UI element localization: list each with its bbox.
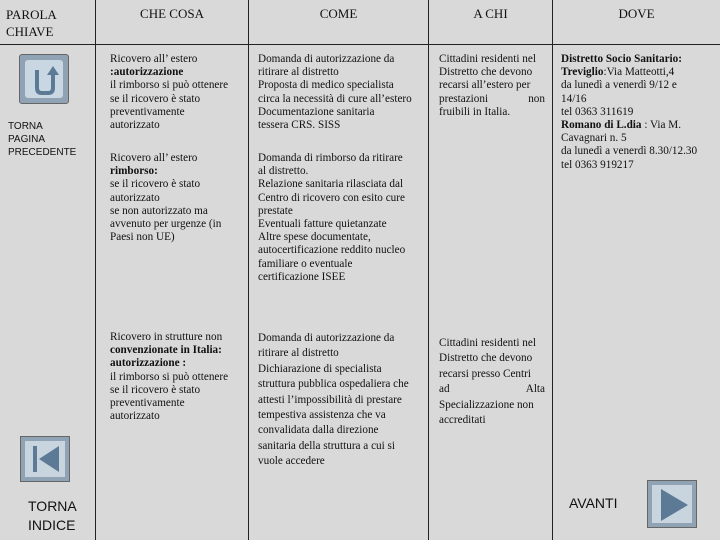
- text-line: tel 0363 919217: [561, 158, 634, 171]
- text-line: Relazione sanitaria rilasciata dal: [258, 178, 404, 191]
- row3-che-cosa: [110, 331, 248, 423]
- text-line: il rimborso si può ottenere: [110, 370, 229, 383]
- row1-a-chi: [439, 53, 545, 119]
- text-line: da lunedì a venerdì 9/12 e: [561, 79, 677, 92]
- text-line: Ricovero in strutture non: [110, 331, 223, 343]
- text-line: Distretto che devono: [439, 66, 533, 79]
- text-line: Eventuali fatture quietanzate: [258, 218, 387, 231]
- row2-che-cosa: [110, 152, 248, 244]
- text-line: Distretto che devono: [439, 352, 533, 365]
- row3-a-chi: [439, 336, 545, 428]
- index-button[interactable]: [20, 436, 70, 482]
- text-line: Cittadini residenti nel: [439, 337, 536, 349]
- back-button-label[interactable]: [8, 120, 76, 159]
- text-line: recarsi all’estero per: [439, 79, 531, 92]
- text-line: recarsi presso Centri: [439, 367, 531, 380]
- text-line: Distretto Socio Sanitario:: [561, 53, 682, 65]
- text-line: se il ricovero è stato: [110, 92, 201, 105]
- back-label-line: PRECEDENTE: [8, 147, 77, 158]
- column-divider: [552, 0, 553, 540]
- play-right-icon: [652, 485, 694, 525]
- text-line: autorizzato: [110, 191, 160, 204]
- text-line: Proposta di medico specialista: [258, 79, 394, 92]
- text-line: autorizzato: [110, 119, 160, 132]
- row3-come: [258, 331, 426, 470]
- next-button-face: [652, 485, 692, 523]
- first-page-icon: [25, 441, 65, 477]
- header-dove: DOVE: [618, 6, 655, 21]
- text-bold: Treviglio: [561, 66, 604, 79]
- header-a-chi: A CHI: [473, 6, 508, 21]
- text-line: Altre spese documentate,: [258, 231, 371, 244]
- text-line: fruibili in Italia.: [439, 105, 511, 118]
- header-divider: [0, 44, 720, 45]
- text-line: attesti l’impossibilità di prestare: [258, 393, 402, 406]
- text-line: ad Alta: [439, 383, 545, 396]
- text-line: se il ricovero è stato: [110, 178, 201, 191]
- next-button-label[interactable]: AVANTI: [569, 495, 618, 511]
- text-line: Cittadini residenti nel: [439, 53, 536, 65]
- text-line: Domanda di rimborso da ritirare: [258, 152, 403, 164]
- text-line: prestazioni non: [439, 92, 545, 105]
- text-line: Dichiarazione di specialista: [258, 362, 382, 375]
- text-line: autocertificazione reddito nucleo: [258, 244, 406, 257]
- row1-che-cosa: [110, 53, 248, 132]
- text-line: :autorizzazione: [110, 66, 184, 79]
- back-label-line: PAGINA: [8, 134, 46, 145]
- text-line: [561, 119, 717, 132]
- column-divider: [95, 0, 96, 540]
- dove-details: [561, 53, 717, 172]
- text-line: sanitaria della struttura a cui si: [258, 439, 395, 452]
- text-line: rimborso:: [110, 165, 158, 178]
- text-line: il rimborso si può ottenere: [110, 79, 229, 92]
- text-line: se non autorizzato ma: [110, 204, 208, 217]
- text-line: Ricovero all’ estero: [110, 152, 198, 164]
- index-button-label[interactable]: [28, 497, 77, 535]
- text-line: preventivamente: [110, 397, 185, 410]
- text-line: Domanda di autorizzazione da: [258, 53, 395, 65]
- u-turn-arrow-icon: [25, 60, 65, 100]
- text-line: ritirare al distretto: [258, 66, 339, 79]
- header-parola-chiave: PAROLA CHIAVE: [6, 7, 57, 39]
- header-come: COME: [319, 6, 358, 21]
- header-che-cosa: CHE COSA: [140, 6, 204, 21]
- text-span: :Via Matteotti,4: [603, 66, 675, 79]
- text-line: vuole accedere: [258, 455, 325, 468]
- text-line: Documentazione sanitaria: [258, 105, 375, 118]
- text-line: Centro di ricovero con esito cure: [258, 191, 405, 204]
- text-line: certificazione ISEE: [258, 270, 346, 283]
- text-line: se il ricovero è stato: [110, 383, 201, 396]
- text-line: 14/16: [561, 92, 587, 105]
- back-button[interactable]: [19, 54, 69, 104]
- text-line: familiare o eventuale: [258, 257, 353, 270]
- text-span: : Via M.: [641, 119, 682, 132]
- text-line: Paesi non UE): [110, 231, 175, 244]
- text-line: Cavagnari n. 5: [561, 132, 627, 145]
- text-line: circa la necessità di cure all’estero: [258, 92, 412, 105]
- text-line: autorizzazione :: [110, 357, 187, 370]
- text-line: convalidata dalla direzione: [258, 424, 379, 437]
- column-divider: [248, 0, 249, 540]
- text-line: accreditati: [439, 414, 486, 427]
- column-divider: [428, 0, 429, 540]
- index-label-line: INDICE: [28, 517, 76, 533]
- text-line: tempestiva assistenza che va: [258, 409, 386, 422]
- text-line: avvenuto per urgenze (in: [110, 218, 222, 231]
- row1-come: [258, 53, 426, 132]
- back-label-line: TORNA: [8, 121, 43, 132]
- text-bold: Romano di L.dia: [561, 119, 642, 132]
- text-line: prestate: [258, 204, 293, 217]
- text-line: ritirare al distretto: [258, 347, 339, 360]
- text-line: struttura pubblica ospedaliera che: [258, 378, 409, 391]
- text-line: Ricovero all’ estero: [110, 53, 198, 65]
- text-line: convenzionate in Italia:: [110, 344, 222, 357]
- text-line: [561, 66, 717, 79]
- text-line: da lunedì a venerdì 8.30/12.30: [561, 145, 698, 158]
- text-line: autorizzato: [110, 410, 160, 423]
- index-label-line: TORNA: [28, 498, 77, 514]
- text-line: Domanda di autorizzazione da: [258, 332, 395, 344]
- text-line: tessera CRS. SISS: [258, 119, 341, 132]
- row2-come: [258, 152, 426, 284]
- text-line: Specializzazione non: [439, 398, 534, 411]
- next-button[interactable]: [647, 480, 697, 528]
- back-button-face: [25, 60, 63, 98]
- text-line: tel 0363 311619: [561, 105, 634, 118]
- index-button-face: [25, 441, 65, 477]
- text-line: preventivamente: [110, 105, 185, 118]
- text-line: al distretto.: [258, 165, 309, 178]
